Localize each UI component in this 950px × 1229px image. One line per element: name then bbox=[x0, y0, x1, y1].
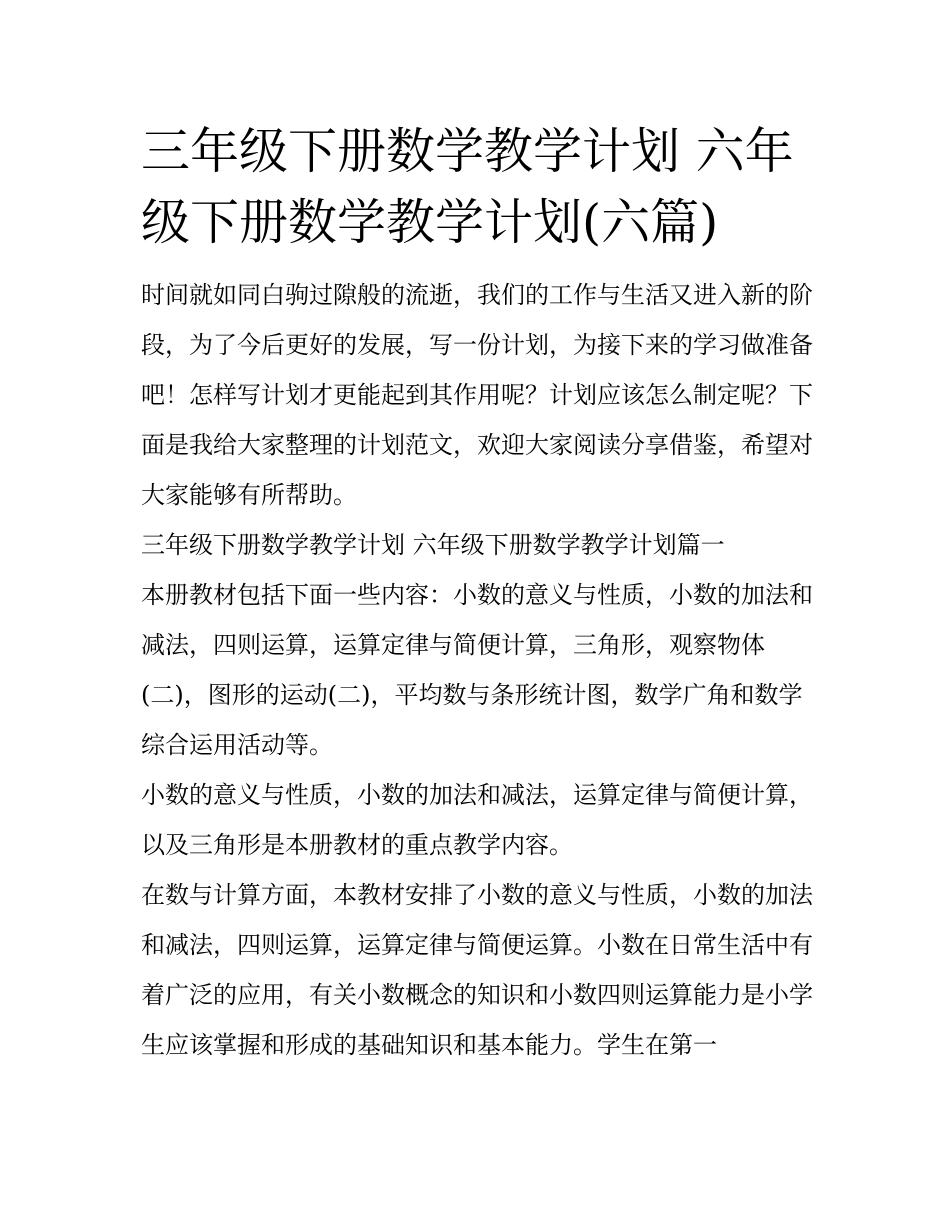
document-title: 三年级下册数学教学计划 六年级下册数学教学计划(六篇) bbox=[141, 123, 794, 251]
document-page bbox=[141, 116, 813, 1070]
intro-paragraph: 时间就如同白驹过隙般的流逝，我们的工作与生活又进入新的阶段，为了今后更好的发展，写一份计划，为接下来的学习做准备吧！怎样写计划才更能起到其作用呢？计划应该怎么制定呢？下面是我给大家整理的计划范文，欢迎大家阅读分享借鉴，希望对大家能够有所帮助。 bbox=[141, 281, 813, 509]
key-points-paragraph: 小数的意义与性质，小数的加法和减法，运算定律与简便计算，以及三角形是本册教材的重点教学内容。 bbox=[141, 781, 813, 859]
content-paragraph: 本册教材包括下面一些内容：小数的意义与性质，小数的加法和减法，四则运算，运算定律与简便计算，三角形，观察物体(二)，图形的运动(二)，平均数与条形统计图，数学广角和数学综合运用活动等。 bbox=[141, 581, 813, 759]
calculation-paragraph: 在数与计算方面，本教材安排了小数的意义与性质，小数的加法和减法，四则运算，运算定律与简便运算。小数在日常生活中有着广泛的应用，有关小数概念的知识和小数四则运算能力是小学生应该掌握和形成的基础知识和基本能力。学生在第一 bbox=[141, 881, 813, 1059]
section-heading: 三年级下册数学教学计划 六年级下册数学教学计划篇一 bbox=[141, 531, 725, 559]
